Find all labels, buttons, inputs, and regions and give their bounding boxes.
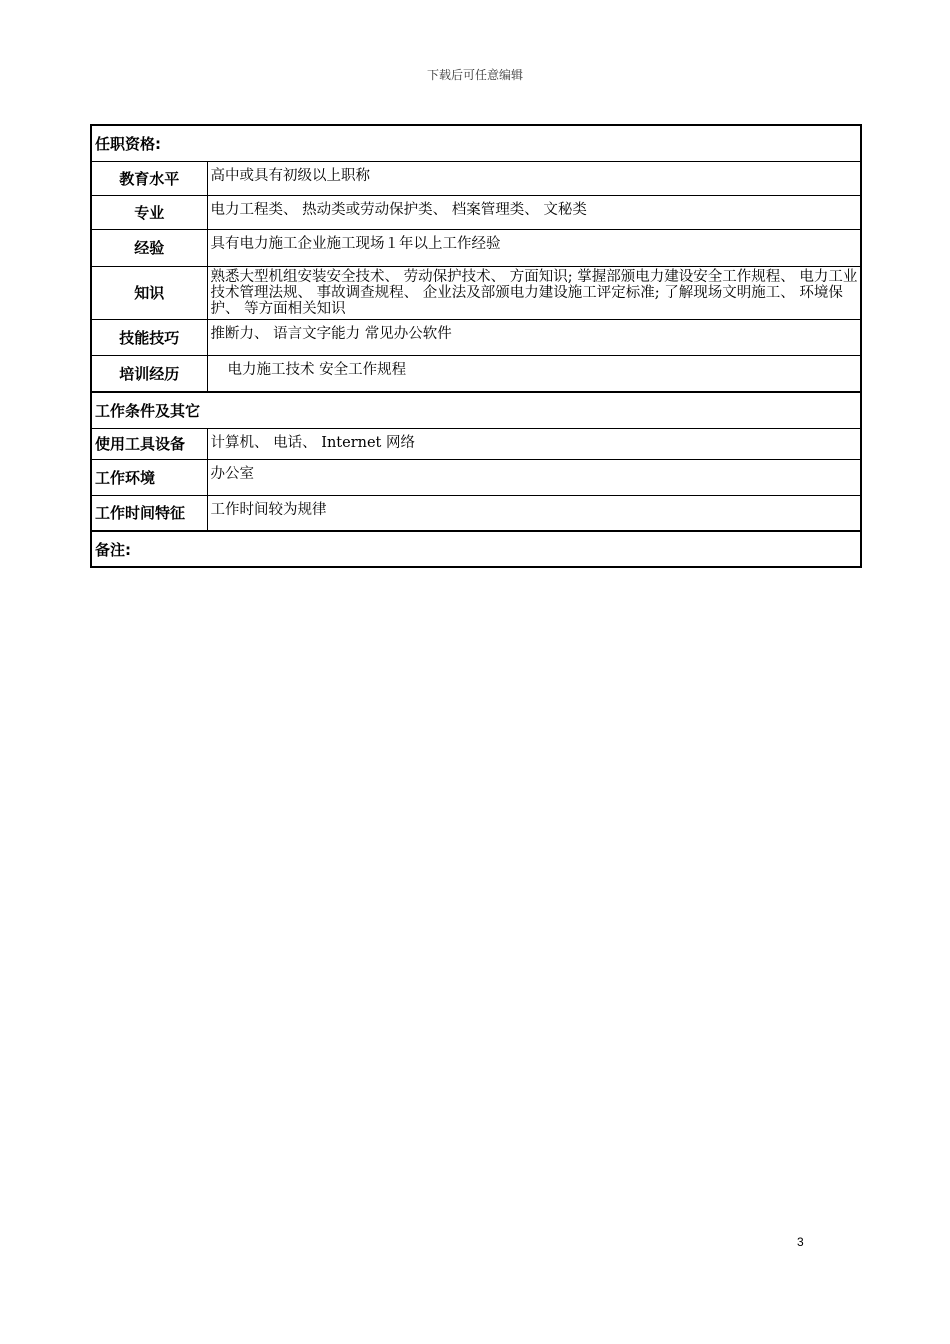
qualifications-section-title: 任职资格: xyxy=(91,125,861,161)
remarks-section-title: 备注: xyxy=(91,531,861,567)
page-number: 3 xyxy=(797,1235,804,1249)
major-value: 电力工程类、 热动类或劳动保护类、 档案管理类、 文秘类 xyxy=(207,195,861,229)
work-hours-value: 工作时间较为规律 xyxy=(207,495,861,531)
major-label: 专业 xyxy=(91,195,207,229)
experience-value: 具有电力施工企业施工现场１年以上工作经验 xyxy=(207,229,861,266)
skills-label: 技能技巧 xyxy=(91,319,207,355)
knowledge-value: 熟悉大型机组安装安全技术、 劳动保护技术、 方面知识; 掌握部颁电力建设安全工作规程、 电力工业技术管理法规、 事故调查规程、 企业法及部颁电力建设施工评定标准; 了解现场文明施工、 环境保护、 等方面相关知识 xyxy=(207,266,861,319)
experience-label: 经验 xyxy=(91,229,207,266)
education-label: 教育水平 xyxy=(91,161,207,195)
job-qualification-table xyxy=(90,124,862,568)
training-label: 培训经历 xyxy=(91,355,207,392)
conditions-section-title: 工作条件及其它 xyxy=(91,392,861,428)
skills-value: 推断力、 语言文字能力 常见办公软件 xyxy=(207,319,861,355)
work-hours-label: 工作时间特征 xyxy=(91,495,207,531)
tools-label: 使用工具设备 xyxy=(91,428,207,459)
training-value: 电力施工技术 安全工作规程 xyxy=(207,355,861,392)
environment-value: 办公室 xyxy=(207,459,861,495)
environment-label: 工作环境 xyxy=(91,459,207,495)
knowledge-label: 知识 xyxy=(91,266,207,319)
page-header-note: 下载后可任意编辑 xyxy=(426,68,523,82)
education-value: 高中或具有初级以上职称 xyxy=(207,161,861,195)
tools-value: 计算机、 电话、 Internet 网络 xyxy=(207,428,861,459)
